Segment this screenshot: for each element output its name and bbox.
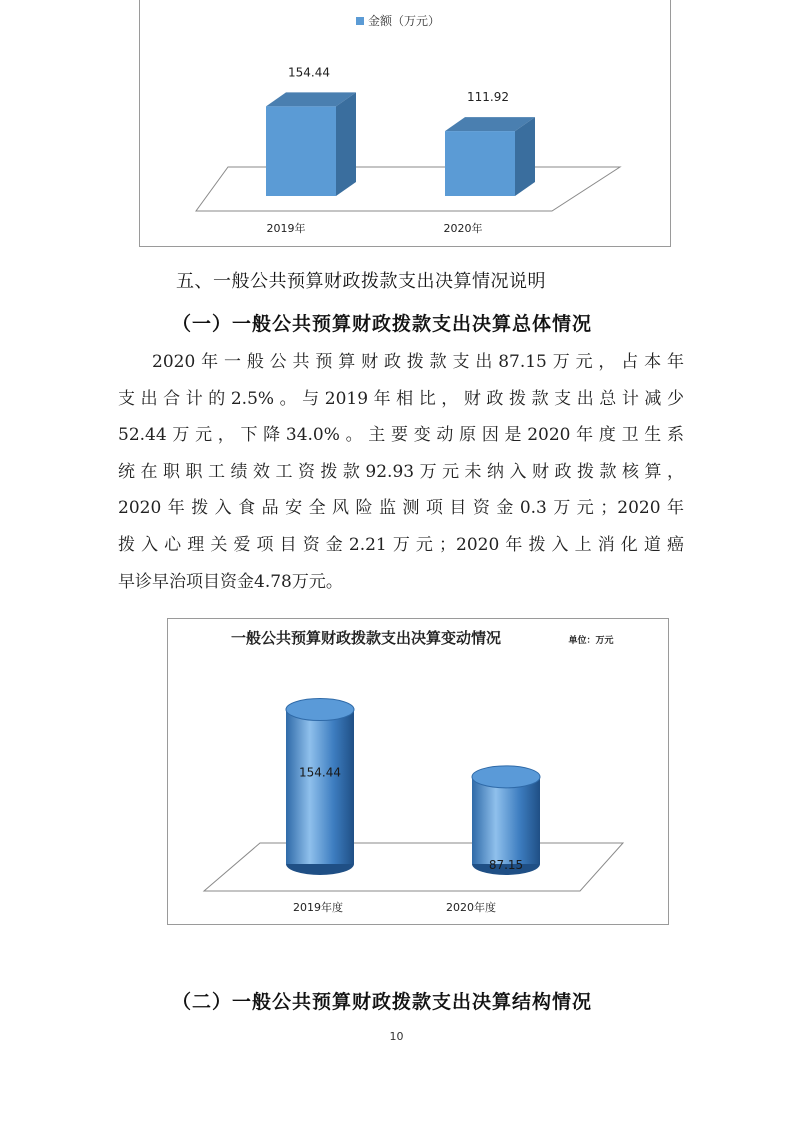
- chart-floor: [196, 167, 620, 211]
- body-paragraph: [118, 344, 684, 600]
- cylinder-top: [472, 766, 540, 788]
- paragraph-line: 52.44万元，下降34.0%。主要变动原因是2020年度卫生系: [118, 425, 684, 446]
- paragraph-line: 早诊早治项目资金4.78万元。: [118, 571, 343, 592]
- bar: [286, 710, 354, 864]
- paragraph-line: 统在职职工绩效工资拨款92.93万元未纳入财政拨款核算，: [118, 461, 684, 482]
- amount-bar-chart: [139, 0, 671, 247]
- unit-label: 单位：万元: [568, 636, 614, 646]
- page-number: 10: [389, 1030, 404, 1043]
- data-label: 154.44: [299, 765, 341, 780]
- paragraph-line: 2020年拨入食品安全风险监测项目资金0.3万元；2020年: [118, 498, 684, 519]
- cylinder-top: [286, 699, 354, 721]
- data-label: 87.15: [488, 857, 524, 872]
- bar: [445, 131, 515, 196]
- amount-bar-chart-svg: [140, 0, 670, 246]
- change-cylinder-chart-svg: [168, 619, 668, 924]
- chart-title: 一般公共预算财政拨款支出决算变动情况: [230, 629, 502, 647]
- chart-floor: [204, 843, 623, 891]
- category-label-2019: 2019年: [266, 222, 306, 235]
- subheading-overall: （一）一般公共预算财政拨款支出决算总体情况: [172, 313, 593, 335]
- category-label-2020: 2020年: [443, 222, 483, 235]
- section-heading: 五、一般公共预算财政拨款支出决算情况说明: [176, 271, 546, 292]
- paragraph-line: 2020年一般公共预算财政拨款支出87.15万元，占本年: [152, 352, 684, 372]
- paragraph-line: 支出合计的2.5%。与2019年相比，财政拨款支出总计减少: [118, 388, 684, 409]
- category-label-2019: 2019年度: [293, 901, 343, 914]
- bar: [266, 106, 336, 196]
- bar-side: [336, 92, 356, 196]
- legend-label: 金额（万元）: [368, 14, 441, 28]
- legend-swatch: [356, 17, 364, 25]
- change-cylinder-chart: [167, 618, 669, 925]
- subheading-structure: （二）一般公共预算财政拨款支出决算结构情况: [172, 991, 593, 1013]
- category-label-2020: 2020年度: [446, 901, 496, 914]
- data-label: 154.44: [288, 65, 330, 80]
- paragraph-line: 拨入心理关爱项目资金2.21万元；2020年拨入上消化道癌: [118, 534, 684, 555]
- bar: [472, 777, 540, 864]
- data-label: 111.92: [467, 90, 509, 105]
